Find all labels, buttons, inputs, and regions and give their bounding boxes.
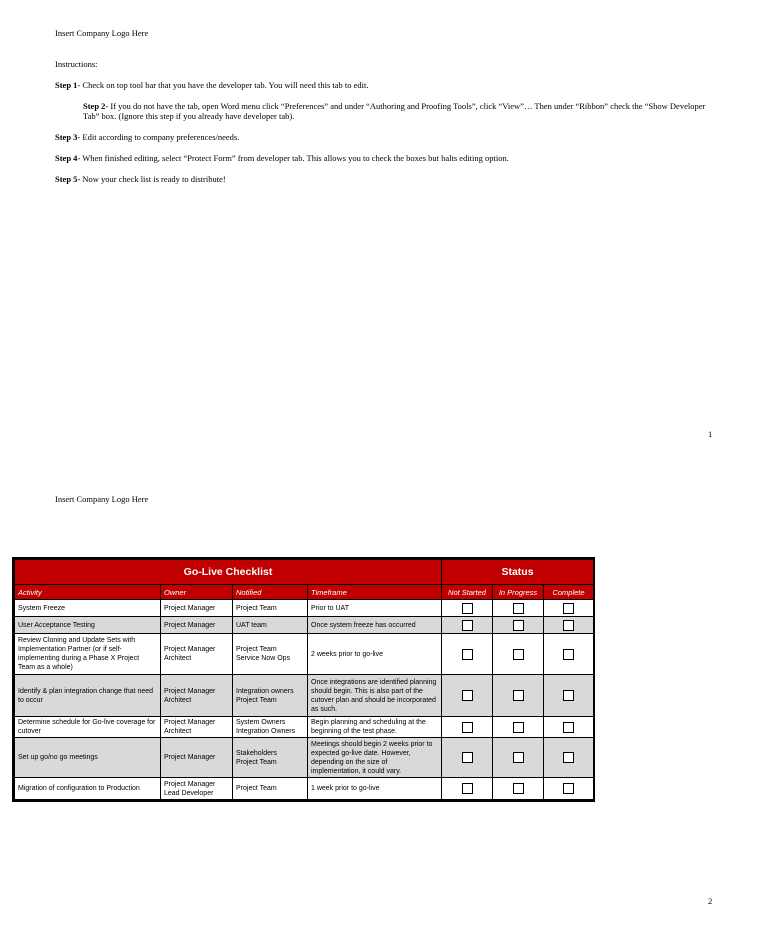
- step-2: [83, 101, 713, 121]
- table-row: [15, 717, 594, 738]
- timeframe-cell: Prior to UAT: [308, 600, 442, 617]
- not-started-checkbox[interactable]: [462, 603, 473, 614]
- owner-cell: Project Manager Lead Developer: [161, 778, 233, 800]
- notified-cell: Project Team: [233, 778, 308, 800]
- instructions-label: Instructions:: [55, 59, 98, 69]
- step-text: - Edit according to company preferences/needs.: [77, 132, 240, 142]
- complete-checkbox[interactable]: [563, 620, 574, 631]
- step-label: Step 2: [83, 101, 106, 111]
- complete-checkbox[interactable]: [563, 649, 574, 660]
- owner-cell: Project Manager: [161, 617, 233, 634]
- table-row: [15, 617, 594, 634]
- timeframe-cell: Meetings should begin 2 weeks prior to expected go-live date. However, depending on the size of implementation, it could vary.: [308, 738, 442, 778]
- table-row: [15, 634, 594, 675]
- step-3: [55, 132, 715, 143]
- not-started-checkbox[interactable]: [462, 649, 473, 660]
- timeframe-cell: Once system freeze has occurred: [308, 617, 442, 634]
- in-progress-checkbox[interactable]: [513, 649, 524, 660]
- complete-checkbox[interactable]: [563, 722, 574, 733]
- owner-cell: Project Manager: [161, 600, 233, 617]
- table-row: [15, 600, 594, 617]
- notified-cell: UAT team: [233, 617, 308, 634]
- not-started-checkbox[interactable]: [462, 722, 473, 733]
- notified-cell: Stakeholders Project Team: [233, 738, 308, 778]
- step-text: - Now your check list is ready to distribute!: [77, 174, 226, 184]
- not-started-checkbox[interactable]: [462, 752, 473, 763]
- timeframe-cell: Once integrations are identified planning should begin. This is also part of the cutover plan and should be incorporated as such.: [308, 675, 442, 717]
- column-header-in-progress: In Progress: [493, 585, 544, 600]
- owner-cell: Project Manager Architect: [161, 717, 233, 738]
- activity-cell: Set up go/no go meetings: [15, 738, 161, 778]
- step-text: - If you do not have the tab, open Word menu click “Preferences” and under “Authoring and Proofing Tools”, click “View”… Then under “Ribbon” check the “Show Developer Tab” box. (Ignore this step if you already have developer tab).: [83, 101, 706, 121]
- step-text: - Check on top tool bar that you have the developer tab. You will need this tab to edit.: [77, 80, 369, 90]
- activity-cell: Determine schedule for Go-live coverage for cutover: [15, 717, 161, 738]
- page-number: 2: [708, 896, 713, 906]
- step-label: Step 5: [55, 174, 78, 184]
- not-started-checkbox[interactable]: [462, 783, 473, 794]
- column-header-activity: Activity: [15, 585, 161, 600]
- notified-cell: Integration owners Project Team: [233, 675, 308, 717]
- in-progress-checkbox[interactable]: [513, 722, 524, 733]
- column-header-not-started: Not Started: [442, 585, 493, 600]
- in-progress-checkbox[interactable]: [513, 690, 524, 701]
- notified-cell: System Owners Integration Owners: [233, 717, 308, 738]
- in-progress-checkbox[interactable]: [513, 783, 524, 794]
- go-live-checklist-table: [12, 557, 595, 802]
- page-number: 1: [708, 429, 713, 439]
- column-header-notified: Notified: [233, 585, 308, 600]
- step-label: Step 4: [55, 153, 78, 163]
- owner-cell: Project Manager Architect: [161, 634, 233, 675]
- activity-cell: Review Cloning and Update Sets with Implementation Partner (or if self-implementing during a Phase X Project Team as a whole): [15, 634, 161, 675]
- table-row: [15, 738, 594, 778]
- complete-checkbox[interactable]: [563, 690, 574, 701]
- activity-cell: Identify & plan integration change that need to occur: [15, 675, 161, 717]
- step-1: [55, 80, 715, 91]
- step-5: [55, 174, 715, 185]
- owner-cell: Project Manager: [161, 738, 233, 778]
- notified-cell: Project Team: [233, 600, 308, 617]
- timeframe-cell: Begin planning and scheduling at the beginning of the test phase.: [308, 717, 442, 738]
- in-progress-checkbox[interactable]: [513, 752, 524, 763]
- activity-cell: System Freeze: [15, 600, 161, 617]
- timeframe-cell: 1 week prior to go-live: [308, 778, 442, 800]
- owner-cell: Project Manager Architect: [161, 675, 233, 717]
- activity-cell: User Acceptance Testing: [15, 617, 161, 634]
- step-4: [55, 153, 715, 164]
- checklist-title: Go-Live Checklist: [15, 560, 442, 585]
- table-row: [15, 675, 594, 717]
- step-label: Step 3: [55, 132, 78, 142]
- complete-checkbox[interactable]: [563, 603, 574, 614]
- logo-placeholder-text: Insert Company Logo Here: [55, 494, 149, 504]
- not-started-checkbox[interactable]: [462, 620, 473, 631]
- not-started-checkbox[interactable]: [462, 690, 473, 701]
- column-header-complete: Complete: [544, 585, 594, 600]
- table-row: [15, 778, 594, 800]
- step-text: - When finished editing, select “Protect Form” from developer tab. This allows you to check the boxes but halts editing option.: [77, 153, 509, 163]
- activity-cell: Migration of configuration to Production: [15, 778, 161, 800]
- complete-checkbox[interactable]: [563, 783, 574, 794]
- timeframe-cell: 2 weeks prior to go-live: [308, 634, 442, 675]
- column-header-timeframe: Timeframe: [308, 585, 442, 600]
- logo-placeholder-text: Insert Company Logo Here: [55, 28, 149, 38]
- status-title: Status: [442, 560, 594, 585]
- column-header-owner: Owner: [161, 585, 233, 600]
- step-label: Step 1: [55, 80, 78, 90]
- notified-cell: Project Team Service Now Ops: [233, 634, 308, 675]
- complete-checkbox[interactable]: [563, 752, 574, 763]
- in-progress-checkbox[interactable]: [513, 620, 524, 631]
- in-progress-checkbox[interactable]: [513, 603, 524, 614]
